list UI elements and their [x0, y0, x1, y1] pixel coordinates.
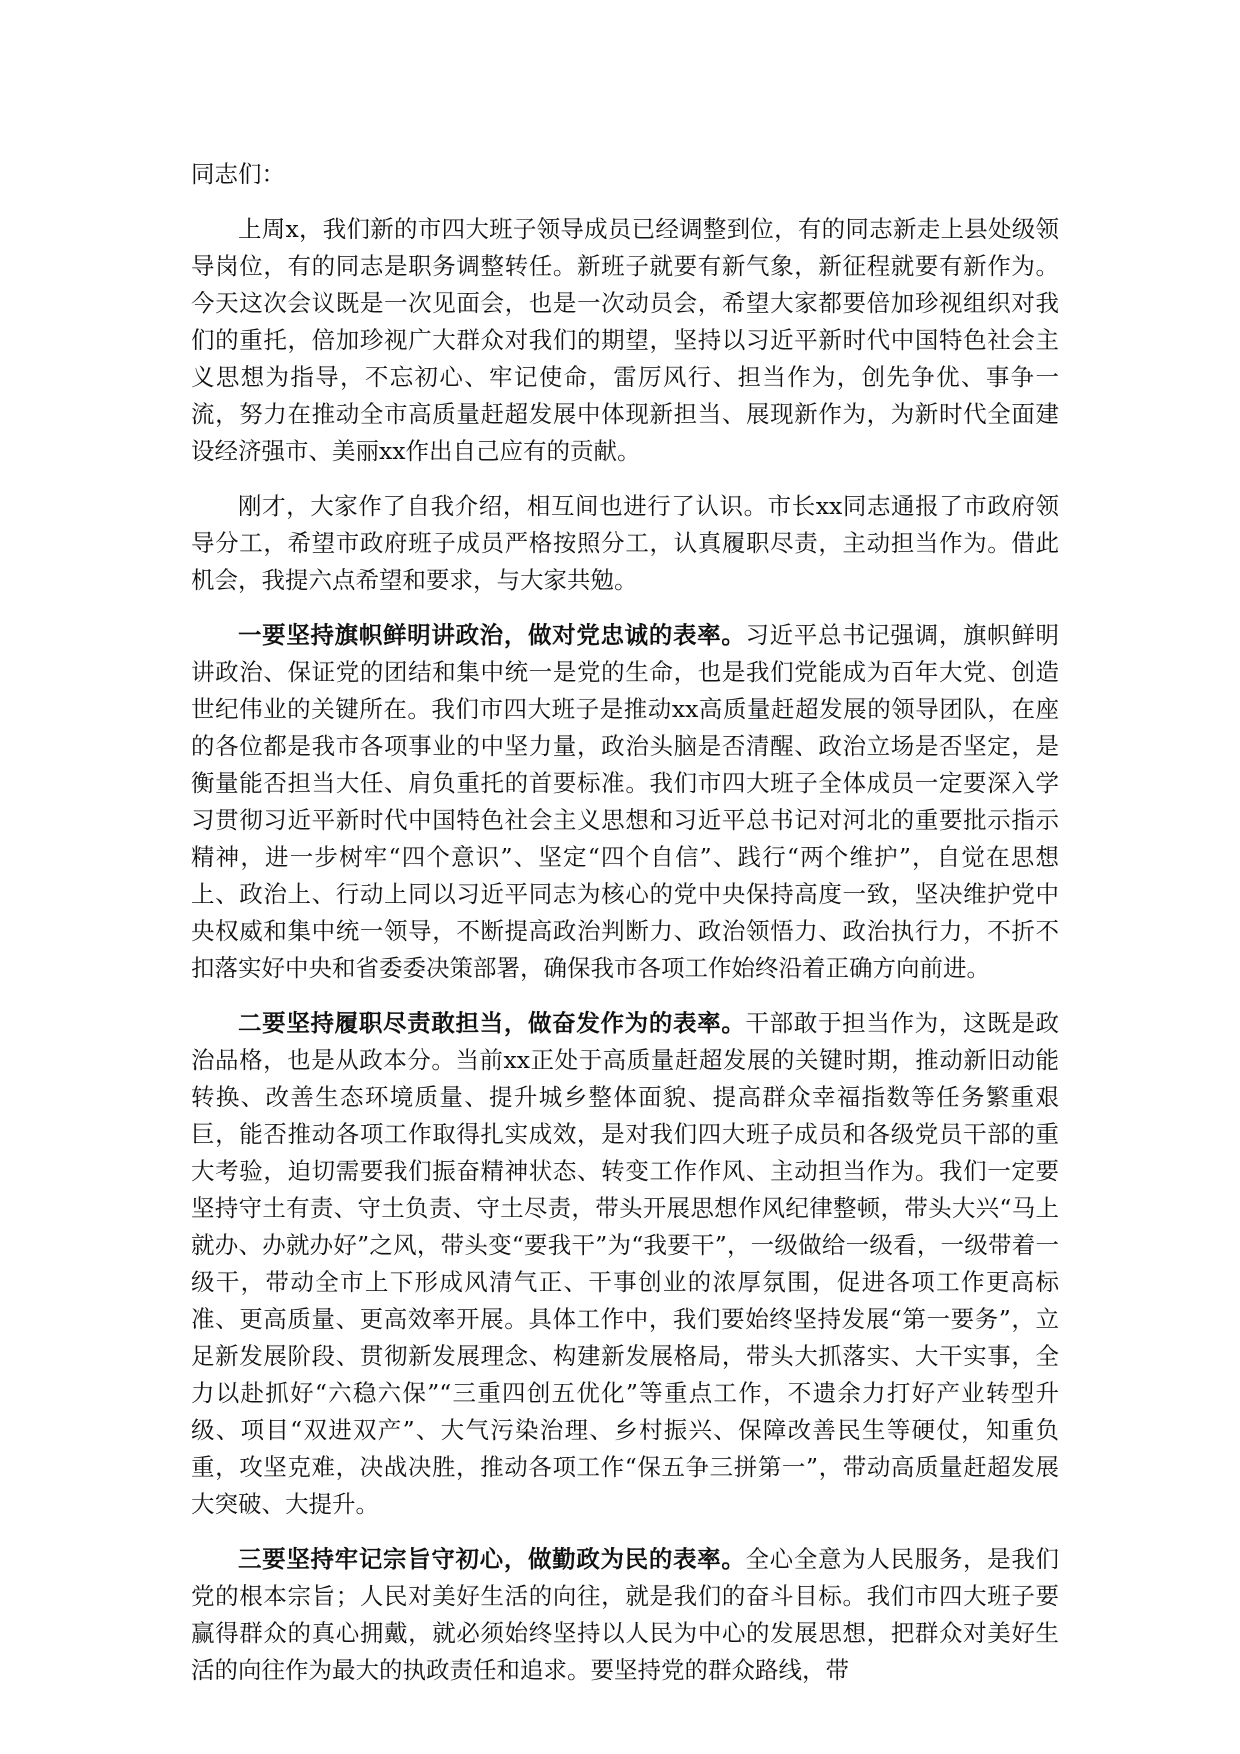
paragraph-text: 全心全意为人民服务，是我们党的根本宗旨；人民对美好生活的向往，就是我们的奋斗目标。我们市四大班子要赢得群众的真心拥戴，就必须始终坚持以人民为中心的发展思想，把群众对美好生活的向往作为最大的执政责任和追求。要坚持党的群众路线，带: [191, 1545, 1059, 1684]
salutation: 同志们：: [191, 160, 285, 188]
paragraph-text: 干部敢于担当作为，这既是政治品格，也是从政本分。当前xx正处于高质量赶超发展的关键时期，推动新旧动能转换、改善生态环境质量、提升城乡整体面貌、提高群众幸福指数等任务繁重艰巨，能否推动各项工作取得扎实成效，是对我们四大班子成员和各级党员干部的重大考验，迫切需要我们振奋精神状态、转变工作作风、主动担当作为。我们一定要坚持守土有责、守土负责、守土尽责，带头开展思想作风纪律整顿，带头大兴“马上就办、办就办好”之风，带头变“要我干”为“我要干”，一级做给一级看，一级带着一级干，带动全市上下形成风清气正、干事创业的浓厚氛围，促进各项工作更高标准、更高质量、更高效率开展。具体工作中，我们要始终坚持发展“第一要务”，立足新发展阶段、贯彻新发展理念、构建新发展格局，带头大抓落实、大干实事，全力以赴抓好“六稳六保”“三重四创五优化”等重点工作，不遗余力打好产业转型升级、项目“双进双产”、大气污染治理、乡村振兴、保障改善民生等硬仗，知重负重，攻坚克难，决战决胜，推动各项工作“保五争三拼第一”，带动高质量赶超发展大突破、大提升。: [191, 1009, 1059, 1518]
paragraph-3: [191, 617, 1059, 987]
paragraph-heading: 二要坚持履职尽责敢担当，做奋发作为的表率。: [238, 1009, 746, 1037]
paragraph-text: 刚才，大家作了自我介绍，相互间也进行了认识。市长xx同志通报了市政府领导分工，希望市政府班子成员严格按照分工，认真履职尽责，主动担当作为。借此机会，我提六点希望和要求，与大家共勉。: [191, 492, 1059, 594]
paragraph-2: [191, 488, 1059, 599]
paragraph-text: 习近平总书记强调，旗帜鲜明讲政治、保证党的团结和集中统一是党的生命，也是我们党能成为百年大党、创造世纪伟业的关键所在。我们市四大班子是推动xx高质量赶超发展的领导团队，在座的各位都是我市各项事业的中坚力量，政治头脑是否清醒、政治立场是否坚定，是衡量能否担当大任、肩负重托的首要标准。我们市四大班子全体成员一定要深入学习贯彻习近平新时代中国特色社会主义思想和习近平总书记对河北的重要批示指示精神，进一步树牢“四个意识”、坚定“四个自信”、践行“两个维护”，自觉在思想上、政治上、行动上同以习近平同志为核心的党中央保持高度一致，坚决维护党中央权威和集中统一领导，不断提高政治判断力、政治领悟力、政治执行力，不折不扣落实好中央和省委委决策部署，确保我市各项工作始终沿着正确方向前进。: [191, 621, 1059, 982]
paragraph-1: [191, 211, 1059, 470]
paragraph-heading: 三要坚持牢记宗旨守初心，做勤政为民的表率。: [238, 1545, 746, 1573]
paragraph-heading: 一要坚持旗帜鲜明讲政治，做对党忠诚的表率。: [238, 621, 746, 649]
paragraph-4: [191, 1005, 1059, 1523]
document-page: [191, 156, 1059, 1707]
paragraph-text: 上周x，我们新的市四大班子领导成员已经调整到位，有的同志新走上县处级领导岗位，有的同志是职务调整转任。新班子就要有新气象，新征程就要有新作为。今天这次会议既是一次见面会，也是一次动员会，希望大家都要倍加珍视组织对我们的重托，倍加珍视广大群众对我们的期望，坚持以习近平新时代中国特色社会主义思想为指导，不忘初心、牢记使命，雷厉风行、担当作为，创先争优、事争一流，努力在推动全市高质量赶超发展中体现新担当、展现新作为，为新时代全面建设经济强市、美丽xx作出自己应有的贡献。: [191, 215, 1059, 465]
paragraph-5: [191, 1541, 1059, 1689]
